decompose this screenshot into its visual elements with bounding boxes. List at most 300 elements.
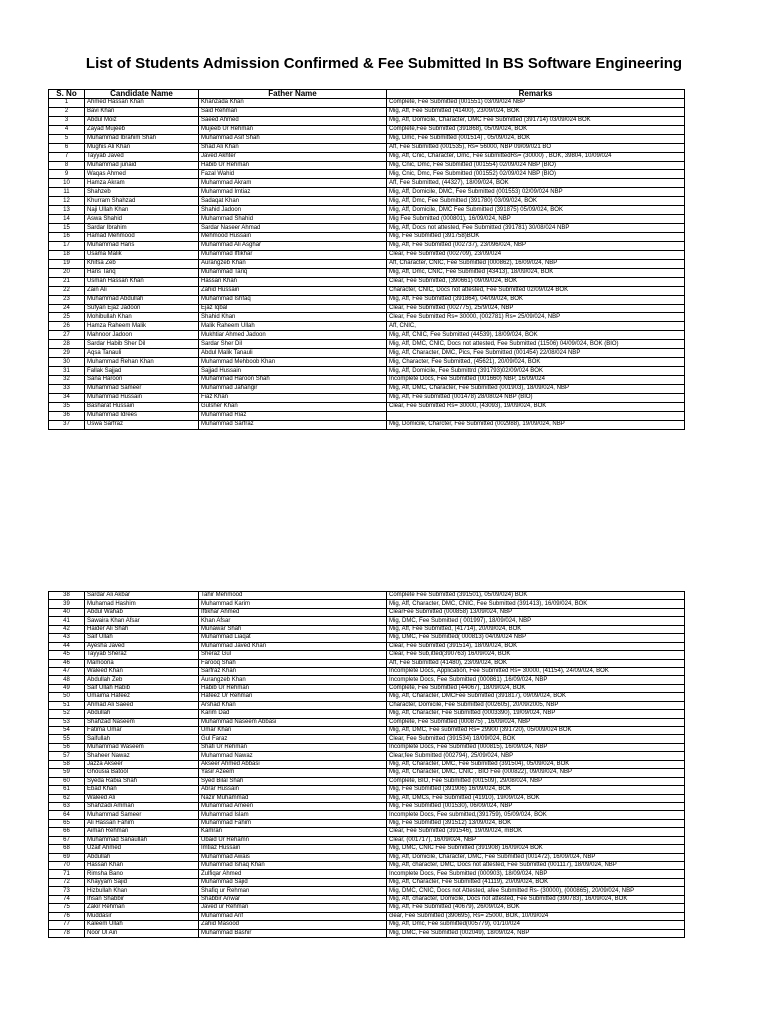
- row-sno-cell: 34: [49, 393, 85, 402]
- row-sno-cell: 24: [49, 304, 85, 313]
- candidate-name-cell: Hassan Khan: [85, 862, 199, 870]
- table-row: [49, 845, 685, 853]
- father-name-cell: Muhammad Ishfaq: [199, 295, 387, 304]
- row-sno-cell: 71: [49, 870, 85, 878]
- table-row: [49, 331, 685, 340]
- row-sno-cell: 33: [49, 384, 85, 393]
- candidate-name-cell: Khifsa Zeb: [85, 259, 199, 268]
- table-row: [49, 143, 685, 152]
- candidate-name-cell: Waqas Ahmed: [85, 170, 199, 179]
- table-row: [49, 313, 685, 322]
- father-name-cell: Shahid Khan: [199, 313, 387, 322]
- table-row: [49, 349, 685, 358]
- father-name-cell: Zahid Masood: [199, 921, 387, 929]
- table-row: [49, 819, 685, 827]
- page-break: [0, 560, 768, 561]
- candidate-name-cell: Saif Ullah: [85, 634, 199, 642]
- table-row: [49, 393, 685, 402]
- table-row: [49, 268, 685, 277]
- father-name-cell: Khanzada Khan: [199, 98, 387, 107]
- father-name-cell: Syed Bilal Shah: [199, 777, 387, 785]
- row-sno-cell: 52: [49, 710, 85, 718]
- candidate-name-cell: Sawaira Khan Afsar: [85, 617, 199, 625]
- father-name-cell: Muhammad Akram: [199, 179, 387, 188]
- remarks-cell: Mig, Aff, Character, Fee Submitted (41119), 20/09/024, BOK: [387, 878, 685, 886]
- father-name-cell: Muhammad Arif: [199, 912, 387, 920]
- remarks-cell: Mig, Aff, character, DMC, Docs not attested, Fee Submitted (001117), 18/09/024, NBP: [387, 862, 685, 870]
- father-name-cell: Muhammad Fahim: [199, 819, 387, 827]
- remarks-cell: Mig, Aff, Fee Submitted, (41714), 20/09/024, BOK: [387, 625, 685, 633]
- row-sno-cell: 5: [49, 134, 85, 143]
- remarks-cell: Mig, Dmc, Fee Submitted (001514) , 05/09/024, BOK: [387, 134, 685, 143]
- row-sno-cell: 13: [49, 206, 85, 215]
- candidate-name-cell: Zakir Rehman: [85, 904, 199, 912]
- table-row: [49, 727, 685, 735]
- table-row: [49, 358, 685, 367]
- row-sno-cell: 73: [49, 887, 85, 895]
- father-name-cell: Muhammad Nawaz: [199, 752, 387, 760]
- row-sno-cell: 63: [49, 802, 85, 810]
- table-row: [49, 215, 685, 224]
- candidate-name-cell: Abdullah: [85, 853, 199, 861]
- table-row: [49, 828, 685, 836]
- candidate-name-cell: Muhammad Sanaullah: [85, 836, 199, 844]
- father-name-cell: Zahid Hussain: [199, 286, 387, 295]
- row-sno-cell: 6: [49, 143, 85, 152]
- remarks-cell: Clear, Fee Submitted (391514), 18/09/024, BOK: [387, 642, 685, 650]
- remarks-cell: Complete, BIO, Fee Submitted (001509), 29/08/024, NBP: [387, 777, 685, 785]
- remarks-cell: Mig, Aff, Character, DMC, Pics, Fee Submitted (001454) 22/08/024 NBP: [387, 349, 685, 358]
- father-name-cell: Arshad Khan: [199, 701, 387, 709]
- row-sno-cell: 8: [49, 161, 85, 170]
- table-row: [49, 684, 685, 692]
- father-name-cell: Muhammad Naseem Abbasi: [199, 718, 387, 726]
- row-sno-cell: 19: [49, 259, 85, 268]
- row-sno-cell: 22: [49, 286, 85, 295]
- row-sno-cell: 4: [49, 125, 85, 134]
- remarks-cell: Mig, Domicile, Charcter, Fee Submitted (002988), 19/09/024, NBP: [387, 420, 685, 429]
- table-row: [49, 411, 685, 420]
- remarks-cell: Clear, Fee Sub,itted(390763) 16/09/024, BOK: [387, 651, 685, 659]
- remarks-cell: Incomplete Docs, Fee Submitted (000903), 18/09/024, NBP: [387, 870, 685, 878]
- remarks-cell: Complete, Fee Submitted (44067), 18/09/024, BOK: [387, 684, 685, 692]
- table-row: [49, 718, 685, 726]
- father-name-cell: Abrar Hussain: [199, 786, 387, 794]
- table-row: [49, 659, 685, 667]
- remarks-cell: Mig, Aff, Docs not attested, Fee Submitted (391781) 30/08/024 NBP: [387, 224, 685, 233]
- row-sno-cell: 31: [49, 367, 85, 376]
- row-sno-cell: 76: [49, 912, 85, 920]
- row-sno-cell: 35: [49, 402, 85, 411]
- remarks-cell: Incomplete Docs, Fee submitted,(391759), 05/09/024, BOK: [387, 811, 685, 819]
- candidate-name-cell: Sardar Ali Akbar: [85, 592, 199, 600]
- row-sno-cell: 28: [49, 340, 85, 349]
- table-row: [49, 634, 685, 642]
- father-name-cell: Muhammad Liaqat: [199, 634, 387, 642]
- candidate-name-cell: Umaima Hafeez: [85, 693, 199, 701]
- table-row: [49, 206, 685, 215]
- remarks-cell: Mig, Aff, Domicile, Character, DMC, Fee Submitted (001472), 16/09/024, NBP: [387, 853, 685, 861]
- remarks-cell: Complete,Fee Submitted (391868), 05/09/024, BOK: [387, 125, 685, 134]
- candidate-name-cell: Usama Malik: [85, 250, 199, 259]
- table-row: [49, 340, 685, 349]
- father-name-cell: Sarfraz Khan: [199, 667, 387, 675]
- father-name-cell: Imtiaz Hussain: [199, 845, 387, 853]
- candidate-name-cell: Aqsa Tanauli: [85, 349, 199, 358]
- remarks-cell: Mig, Aff, DMC, Fee submitted Rs= 29900 (391720), 05/009/024 BOK: [387, 727, 685, 735]
- row-sno-cell: 26: [49, 322, 85, 331]
- candidate-name-cell: Mughis Ali Khan: [85, 143, 199, 152]
- father-name-cell: Ejaz Iqbal: [199, 304, 387, 313]
- remarks-cell: Clear, Fee Submitted Rs= 30000, (002781) Rs= 25/09/024, NBP: [387, 313, 685, 322]
- candidate-name-cell: Muhammad Ibrahim Shah: [85, 134, 199, 143]
- row-sno-cell: 43: [49, 634, 85, 642]
- candidate-name-cell: Hamad Mehmood: [85, 233, 199, 242]
- father-name-cell: Aurangzeb Khan: [199, 259, 387, 268]
- candidate-name-cell: Kaleem Ullah: [85, 921, 199, 929]
- row-sno-cell: 53: [49, 718, 85, 726]
- father-name-cell: Muhammad Riaz: [199, 411, 387, 420]
- father-name-cell: Mukhtiar Ahmed Jadoon: [199, 331, 387, 340]
- candidate-name-cell: Ahmad Ali Saeed: [85, 701, 199, 709]
- remarks-cell: Mig, Aff, Domicile, Character, DMC Fee Submitted (391714) 03/09/024 BOK: [387, 116, 685, 125]
- father-name-cell: Muhammad Sajid: [199, 878, 387, 886]
- candidate-name-cell: Muhammad Hussain: [85, 393, 199, 402]
- table-body-page-2: [49, 592, 685, 938]
- row-sno-cell: 77: [49, 921, 85, 929]
- table-row: [49, 322, 685, 331]
- table-row: [49, 642, 685, 650]
- table-row: [49, 777, 685, 785]
- row-sno-cell: 50: [49, 693, 85, 701]
- row-sno-cell: 1: [49, 98, 85, 107]
- table-row: [49, 259, 685, 268]
- remarks-cell: Mig, Aff, DMCs, Fee Submitted (41910), 19/09/024, BOK: [387, 794, 685, 802]
- father-name-cell: Abdul Malik Tanauli: [199, 349, 387, 358]
- father-name-cell: Fiaz Khan: [199, 393, 387, 402]
- row-sno-cell: 37: [49, 420, 85, 429]
- admission-table-page-2: [48, 591, 685, 938]
- table-row: [49, 786, 685, 794]
- table-row: [49, 107, 685, 116]
- father-name-cell: Hassan Khan: [199, 277, 387, 286]
- table-row: [49, 286, 685, 295]
- table-row: [49, 651, 685, 659]
- father-name-cell: Muhammad Shahid: [199, 215, 387, 224]
- candidate-name-cell: Ahmed Hassan Khan: [85, 98, 199, 107]
- row-sno-cell: 32: [49, 376, 85, 385]
- row-sno-cell: 61: [49, 786, 85, 794]
- table-row: [49, 116, 685, 125]
- father-name-cell: Sajjad Hussain: [199, 367, 387, 376]
- row-sno-cell: 47: [49, 667, 85, 675]
- remarks-cell: Clear, Fee Submitted, (390661) 09/09/024, BOK: [387, 277, 685, 286]
- header-remarks: Remarks: [387, 90, 685, 99]
- candidate-name-cell: Sana Haroon: [85, 376, 199, 385]
- father-name-cell: Ubaid Ur Rehamn: [199, 836, 387, 844]
- candidate-name-cell: Syeda Rabia Shah: [85, 777, 199, 785]
- row-sno-cell: 9: [49, 170, 85, 179]
- remarks-cell: Mig, Aff, CNIC, Fee Submitted (44539), 18/09/024, BOK: [387, 331, 685, 340]
- candidate-name-cell: Noor Ul Ain: [85, 929, 199, 937]
- father-name-cell: Muhammad Sarfraz: [199, 420, 387, 429]
- table-row: [49, 735, 685, 743]
- remarks-cell: Mig, Fee Submitted (391906) 16/09/024, BOK: [387, 786, 685, 794]
- father-name-cell: Muhammad Bashir: [199, 929, 387, 937]
- candidate-name-cell: Abdullah: [85, 710, 199, 718]
- table-row: [49, 98, 685, 107]
- father-name-cell: Yasir Azeem: [199, 769, 387, 777]
- candidate-name-cell: Jazza Akseer: [85, 760, 199, 768]
- father-name-cell: Kamran: [199, 828, 387, 836]
- row-sno-cell: 58: [49, 760, 85, 768]
- candidate-name-cell: Waleed Khan: [85, 667, 199, 675]
- father-name-cell: Sheraz Gul: [199, 651, 387, 659]
- table-row: [49, 134, 685, 143]
- father-name-cell: Muhammad Tariq: [199, 268, 387, 277]
- remarks-cell: Mig, Aff, Domicile, DMC Fee Submitted (391875) 05/09/024, BOK: [387, 206, 685, 215]
- row-sno-cell: 56: [49, 743, 85, 751]
- father-name-cell: Saeed Ahmed: [199, 116, 387, 125]
- candidate-name-cell: Uzaif Ahmed: [85, 845, 199, 853]
- table-row: [49, 870, 685, 878]
- candidate-name-cell: Abdul Moiz: [85, 116, 199, 125]
- row-sno-cell: 36: [49, 411, 85, 420]
- father-name-cell: Muhammad Javed Khan: [199, 642, 387, 650]
- remarks-cell: Mig, Aff, Dmc, Fee submitted(005779), 01/10/024: [387, 921, 685, 929]
- father-name-cell: Muhammad Haroon Shah: [199, 376, 387, 385]
- candidate-name-cell: Rimsha Bano: [85, 870, 199, 878]
- candidate-name-cell: Mahnoor Jadoon: [85, 331, 199, 340]
- table-row: [49, 769, 685, 777]
- table-row: [49, 402, 685, 411]
- remarks-cell: Mig, Aff, Fee submitted (001478) 28/08024 NBP (BIO): [387, 393, 685, 402]
- father-name-cell: Fazal Wahid: [199, 170, 387, 179]
- header-candidate-name: Candidate Name: [85, 90, 199, 99]
- candidate-name-cell: Mohibullah Khan: [85, 313, 199, 322]
- father-name-cell: Muhammad Iftikhar: [199, 250, 387, 259]
- table-row: [49, 743, 685, 751]
- candidate-name-cell: Uswa Sarfraz: [85, 420, 199, 429]
- row-sno-cell: 18: [49, 250, 85, 259]
- remarks-cell: Aff, Fee Submitted (001535), Rs= 56000, NBP 09/09/021 BO: [387, 143, 685, 152]
- remarks-cell: Mig, Aff, character, Domicile, Docs not attested, Fee Submitted (390783), 16/09/024, BOK: [387, 895, 685, 903]
- table-row: [49, 693, 685, 701]
- remarks-cell: Mig, Aff, Character, DMC, Fee Submitted (391504), 05/09/024, BOK: [387, 760, 685, 768]
- remarks-cell: Clear, Fee Submitted (002709), 23/09/024: [387, 250, 685, 259]
- candidate-name-cell: Muhammad Idrees: [85, 411, 199, 420]
- remarks-cell: Mig, DMC, Fee Submitted (002049), 18/09/024, NBP: [387, 929, 685, 937]
- remarks-cell: Incomplete Docs, Application, Fee Submitted Rs= 30000, (41154), 24/09/024, BOK: [387, 667, 685, 675]
- candidate-name-cell: Bavi Khan: [85, 107, 199, 116]
- row-sno-cell: 48: [49, 676, 85, 684]
- remarks-cell: Mig, Aff, DMC, Character, Fee Submitted (001903), 18/09/024, NBP: [387, 384, 685, 393]
- table-row: [49, 197, 685, 206]
- candidate-name-cell: Usman Hassan Khan: [85, 277, 199, 286]
- table-row: [49, 125, 685, 134]
- table-row: [49, 233, 685, 242]
- table-row: [49, 912, 685, 920]
- candidate-name-cell: Shahzeb: [85, 188, 199, 197]
- remarks-cell: Mig, Aff, Fee Submitted (002737), 23/096/024, NBP: [387, 241, 685, 250]
- remarks-cell: Mig, Aff, Character, DMC, CNIC, Fee Submitted (391413), 16/09/024, BOK: [387, 600, 685, 608]
- table-row: [49, 420, 685, 429]
- father-name-cell: Muhammad Ali Asghar: [199, 241, 387, 250]
- father-name-cell: Muhammad Awais: [199, 853, 387, 861]
- row-sno-cell: 39: [49, 600, 85, 608]
- remarks-cell: Incomplete Docs, Fee Submitted (000815), 16/09/024, NBP: [387, 743, 685, 751]
- row-sno-cell: 12: [49, 197, 85, 206]
- row-sno-cell: 10: [49, 179, 85, 188]
- father-name-cell: Tahir Mehmood: [199, 592, 387, 600]
- remarks-cell: Aff, Fee Submitted (41480), 23/09/024, BOK: [387, 659, 685, 667]
- table-row: [49, 929, 685, 937]
- father-name-cell: Muhammad Asif Shah: [199, 134, 387, 143]
- candidate-name-cell: Sufyan Ejaz Jadoon: [85, 304, 199, 313]
- candidate-name-cell: Muhammad Waseem: [85, 743, 199, 751]
- candidate-name-cell: Muddasir: [85, 912, 199, 920]
- father-name-cell: Shafi Ur Rehman: [199, 743, 387, 751]
- father-name-cell: Khan Afsar: [199, 617, 387, 625]
- remarks-cell: Mig, Aff, Fee Submitted (41400), 23/09/024, BOK: [387, 107, 685, 116]
- remarks-cell: Mig, Fee Submitted (001530), 06/09/024, NBP: [387, 802, 685, 810]
- candidate-name-cell: Ihsan Shabbir: [85, 895, 199, 903]
- row-sno-cell: 78: [49, 929, 85, 937]
- table-row: [49, 188, 685, 197]
- father-name-cell: Muhammad Jahangir: [199, 384, 387, 393]
- remarks-cell: Clear, (001717), 16/09/024, NBP: [387, 836, 685, 844]
- table-row: [49, 895, 685, 903]
- candidate-name-cell: Shahzadi Amman: [85, 802, 199, 810]
- candidate-name-cell: Muhammad junaid: [85, 161, 199, 170]
- row-sno-cell: 16: [49, 233, 85, 242]
- candidate-name-cell: Aswa Shahid: [85, 215, 199, 224]
- candidate-name-cell: Ghousia Batool: [85, 769, 199, 777]
- candidate-name-cell: Muhammad Abdullah: [85, 295, 199, 304]
- candidate-name-cell: Tayyab Sheraz: [85, 651, 199, 659]
- father-name-cell: Akseer Ahmed Abbasi: [199, 760, 387, 768]
- father-name-cell: Muhammad Imtiaz: [199, 188, 387, 197]
- father-name-cell: Muhammad Karim: [199, 600, 387, 608]
- remarks-cell: Incomplete Docs, Fee Submitted (000861) ,16/09/024, NBP: [387, 676, 685, 684]
- table-row: [49, 224, 685, 233]
- row-sno-cell: 66: [49, 828, 85, 836]
- candidate-name-cell: Sardar Ibrahim: [85, 224, 199, 233]
- remarks-cell: Mig, Aff, Character, DMCFee Submitted (391817), 09/09/024, BOK: [387, 693, 685, 701]
- remarks-cell: Clear, Fee Submitted (391546), 19/09/024, mBOK: [387, 828, 685, 836]
- candidate-name-cell: Ali Hassan Fahim: [85, 819, 199, 827]
- row-sno-cell: 11: [49, 188, 85, 197]
- table-row: [49, 179, 685, 188]
- remarks-cell: Mig, Aff, Domicile, DMC, Fee Submitted (001553) 02/09/024 NBP: [387, 188, 685, 197]
- row-sno-cell: 25: [49, 313, 85, 322]
- row-sno-cell: 29: [49, 349, 85, 358]
- row-sno-cell: 60: [49, 777, 85, 785]
- father-name-cell: Sardar Sher Dil: [199, 340, 387, 349]
- father-name-cell: Muhammad Ishaq Khan: [199, 862, 387, 870]
- father-name-cell: Zulfiqar Ahmed: [199, 870, 387, 878]
- row-sno-cell: 41: [49, 617, 85, 625]
- remarks-cell: Mig, Aff, Cnic, Character, Dmc, Fee submittedRs= (30000) , BOK, 39804, 10/09/024: [387, 152, 685, 161]
- candidate-name-cell: Muhammad Sameer: [85, 384, 199, 393]
- row-sno-cell: 45: [49, 651, 85, 659]
- candidate-name-cell: Zain Ali: [85, 286, 199, 295]
- father-name-cell: Gul Faraz: [199, 735, 387, 743]
- candidate-name-cell: Khurram Shahzad: [85, 197, 199, 206]
- candidate-name-cell: Naji Ullah Khan: [85, 206, 199, 215]
- row-sno-cell: 40: [49, 608, 85, 616]
- table-row: [49, 592, 685, 600]
- row-sno-cell: 72: [49, 878, 85, 886]
- candidate-name-cell: Haider Ali Shah: [85, 625, 199, 633]
- father-name-cell: Sadaqat Khan: [199, 197, 387, 206]
- row-sno-cell: 17: [49, 241, 85, 250]
- header-father-name: Father Name: [199, 90, 387, 99]
- document-title: List of Students Admission Confirmed & Fee Submitted In BS Software Engineering: [85, 55, 683, 72]
- table-row: [49, 710, 685, 718]
- remarks-cell: Character, CNIC, Docs not attested, Fee Submitted 02/09/024 BOK: [387, 286, 685, 295]
- table-row: [49, 802, 685, 810]
- row-sno-cell: 44: [49, 642, 85, 650]
- row-sno-cell: 15: [49, 224, 85, 233]
- father-name-cell: Shafiq ur Rehman: [199, 887, 387, 895]
- father-name-cell: Mehmood Hussain: [199, 233, 387, 242]
- table-row: [49, 625, 685, 633]
- father-name-cell: Habib Ur Rehman: [199, 684, 387, 692]
- row-sno-cell: 67: [49, 836, 85, 844]
- candidate-name-cell: Muhammad Rehan Khan: [85, 358, 199, 367]
- candidate-name-cell: Tayyab Javed: [85, 152, 199, 161]
- table-row: [49, 277, 685, 286]
- table-row: [49, 161, 685, 170]
- row-sno-cell: 27: [49, 331, 85, 340]
- table-row: [49, 241, 685, 250]
- father-name-cell: Nazir Muhammad: [199, 794, 387, 802]
- table-row: [49, 836, 685, 844]
- table-row: [49, 676, 685, 684]
- candidate-name-cell: Abdullah Zeb: [85, 676, 199, 684]
- father-name-cell: Sardar Naseer Ahmad: [199, 224, 387, 233]
- father-name-cell: Farooq Shah: [199, 659, 387, 667]
- remarks-cell: Mig, DMC, CNIC, Docs not Attested, afee Submitted Rs- (30000), (000865), 20/09/024, NBP: [387, 887, 685, 895]
- remarks-cell: Mig, Cnic, Dmc, Fee Submitted (001554) 02/09/024 NBP (BIO): [387, 161, 685, 170]
- remarks-cell: Aff, CNIC,: [387, 322, 685, 331]
- remarks-cell: clear, Fee Submitted (390695), Rs= 25000, BOK, 10/09/024: [387, 912, 685, 920]
- remarks-cell: Complete, Fee Submitted (000875) , 16/09/024, NBP: [387, 718, 685, 726]
- remarks-cell: Clear, Fee Submitted (002775), 25/9/024, NBP: [387, 304, 685, 313]
- candidate-name-cell: Fatima Umar: [85, 727, 199, 735]
- father-name-cell: Shabbir Anwar: [199, 895, 387, 903]
- row-sno-cell: 70: [49, 862, 85, 870]
- father-name-cell: Hafeez Ur Rehman: [199, 693, 387, 701]
- table-row: [49, 904, 685, 912]
- remarks-cell: Mig Fee Submitted (000801), 16/09/024, NBP: [387, 215, 685, 224]
- row-sno-cell: 65: [49, 819, 85, 827]
- row-sno-cell: 68: [49, 845, 85, 853]
- table-row: [49, 667, 685, 675]
- header-sno: S. No: [49, 90, 85, 99]
- row-sno-cell: 42: [49, 625, 85, 633]
- table-row: [49, 250, 685, 259]
- remarks-cell: ClearFee Submitted (000858) 13/09/024, NBP: [387, 608, 685, 616]
- father-name-cell: Gulsher Khan: [199, 402, 387, 411]
- father-name-cell: Umar Khan: [199, 727, 387, 735]
- father-name-cell: Muhammad Ameen: [199, 802, 387, 810]
- table-row: [49, 887, 685, 895]
- candidate-name-cell: Ayesha Javed: [85, 642, 199, 650]
- father-name-cell: Karim Dad: [199, 710, 387, 718]
- row-sno-cell: 55: [49, 735, 85, 743]
